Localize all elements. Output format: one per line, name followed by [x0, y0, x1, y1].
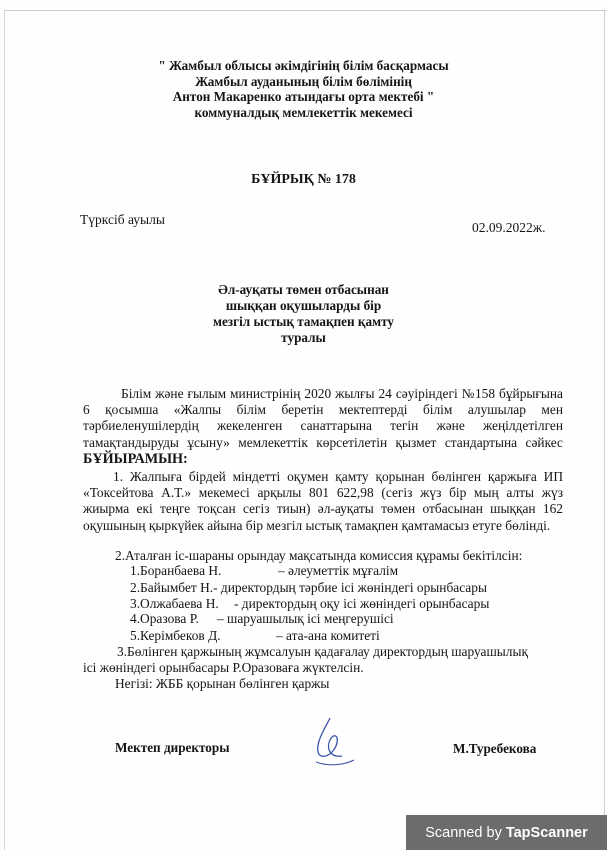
member-role: – ата-ана комитеті [276, 628, 380, 643]
item-3-line-2: ісі жөніндегі орынбасары Р.Оразоваға жүктелсін. [83, 660, 364, 675]
order-date: 02.09.2022ж. [472, 220, 546, 235]
member-role: – әлеуметтік мұғалім [278, 563, 399, 578]
member-name: 5.Керімбеков Д. [130, 628, 221, 643]
scanner-prefix: Scanned by [425, 824, 502, 841]
order-place: Түрксіб ауылы [80, 212, 165, 227]
commission-member [130, 628, 380, 644]
subject-line-2: шыққан оқушыларды бір [225, 298, 382, 313]
member-name: 4.Оразова Р. [130, 611, 199, 626]
member-name: 3.Олжабаева Н. [130, 596, 219, 611]
member-role: – шаруашылық ісі меңгерушісі [217, 611, 394, 626]
order-subject [0, 282, 607, 346]
item-3-line-1: 3.Бөлінген қаржының жұмсалуын қадағалау директордың шаруашылық [117, 644, 528, 659]
header-line-3: Антон Макаренко атындағы орта мектебі " [172, 89, 435, 104]
organization-header [0, 58, 607, 120]
item-1-paragraph [83, 469, 563, 534]
director-name: М.Туребекова [453, 741, 537, 756]
commission-member [130, 563, 398, 579]
intro-paragraph [83, 386, 563, 467]
commission-member [130, 611, 394, 627]
member-role: - директордың оқу ісі жөніндегі орынбасары [234, 596, 490, 611]
member-name: 1.Боранбаева Н. [130, 563, 222, 578]
header-line-4: коммуналдық мемлекеттік мекемесі [194, 104, 413, 120]
member-name: 2.Байымбет Н.- директордың тәрбие ісі жөніндегі орынбасары [130, 580, 487, 595]
order-title: БҰЙРЫҚ № 178 [251, 172, 356, 187]
command-word: БҰЙЫРАМЫН: [83, 450, 188, 467]
commission-member [130, 580, 487, 596]
intro-text: Білім және ғылым министрінің 2020 жылғы 24 сәуіріндегі №158 бұйрығына 6 қосымша «Жалпы білім беретін мектептерді білім алушылар мен тәрбиеленушілердің жекеленген санаттарына тегін және жеңілдетілген тамақтандыруды ұсыну» мемлекеттік көрсетілетін қызмет стандартына сәйкес [83, 386, 563, 450]
basis-line: Негізі: ЖББ қорынан бөлінген қаржы [115, 676, 330, 691]
commission-member [130, 596, 489, 612]
subject-line-3: мезгіл ыстық тамақпен қамту [212, 314, 395, 329]
handwritten-signature-icon [296, 712, 366, 770]
scanner-brand: TapScanner [505, 824, 588, 841]
scanner-watermark [406, 815, 607, 850]
header-line-1: " Жамбыл облысы әкімдігінің білім басқармасы [158, 58, 449, 73]
subject-line-1: Әл-ауқаты төмен отбасынан [218, 282, 389, 297]
item-1-text: 1. Жалпыға бірдей міндетті оқумен қамту қорынан бөлінген қаржыға ИП «Токсейтова А.Т.» мекемесі арқылы 801 622,98 (сегіз жүз бір мың алты жүз жиырма екі теңге тоқсан сегіз тиын) әл-ауқаты төмен отбасынан шыққан 162 оқушының қыркүйек айына бір мезгіл ыстық тамақпен қамтамасыз етуге бөлінді. [83, 469, 563, 533]
director-title: Мектеп директоры [115, 740, 230, 755]
page-edge-top [4, 10, 607, 11]
page-edge-right [604, 10, 605, 850]
item-2-text: 2.Аталған іс-шараны орындау мақсатында комиссия құрамы бекітілсін: [115, 548, 523, 563]
subject-line-4: туралы [281, 330, 326, 345]
page-edge-left [4, 10, 5, 850]
header-line-2: Жамбыл ауданының білім бөлімінің [195, 73, 412, 89]
